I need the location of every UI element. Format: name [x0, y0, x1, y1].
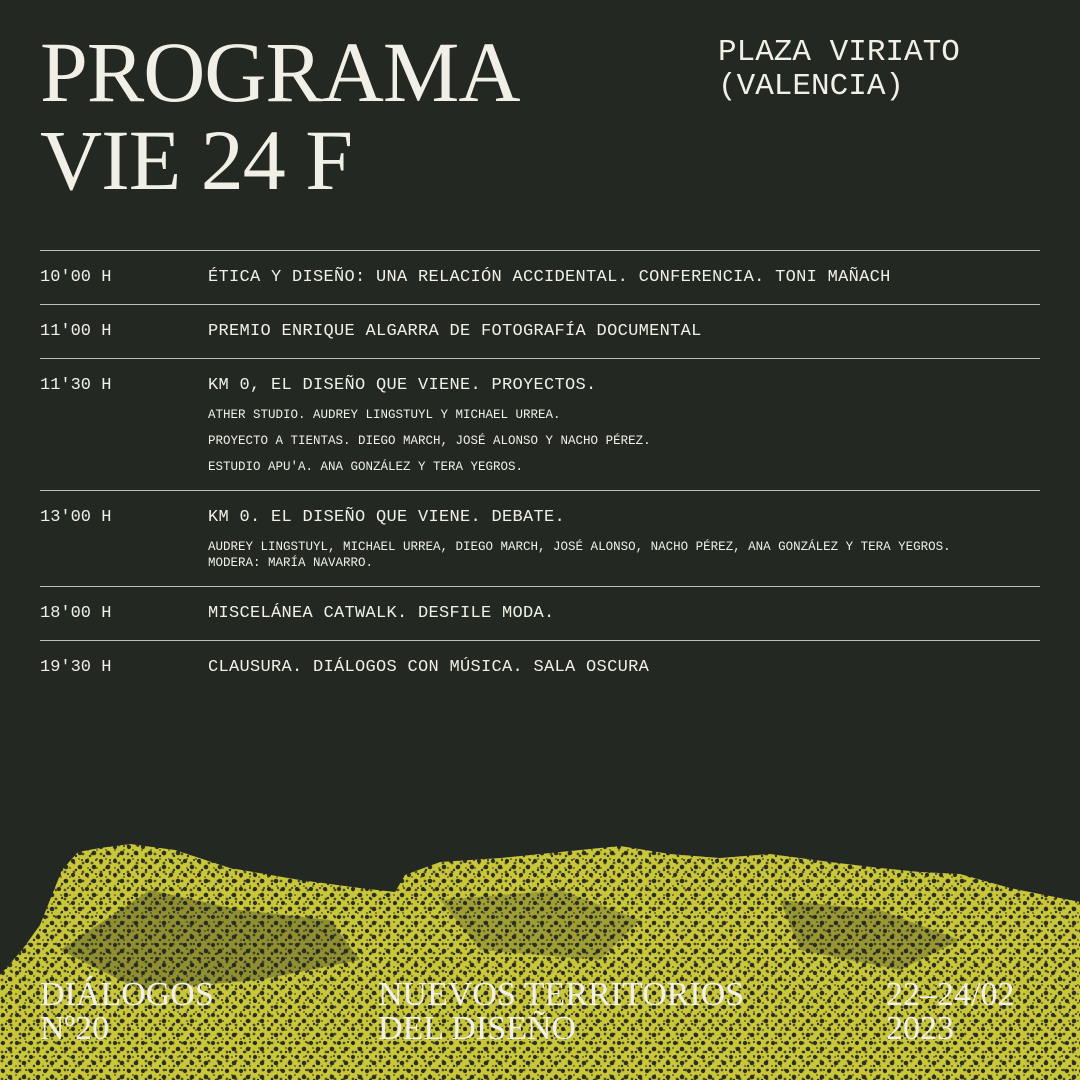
- schedule-row: [40, 587, 1040, 641]
- footer-edition: [40, 978, 214, 1046]
- schedule-content: [208, 657, 1040, 679]
- schedule-time: 19'30 H: [40, 658, 112, 677]
- footer-date-range: 22–24/02: [886, 976, 1015, 1013]
- footer-edition-number: Nº20: [40, 1010, 110, 1047]
- venue: [718, 36, 960, 104]
- footer: [0, 978, 1080, 1058]
- schedule-row: [40, 641, 1040, 694]
- venue-city: (VALENCIA): [718, 69, 905, 104]
- footer-theme-line2: DEL DISEÑO: [378, 1010, 576, 1047]
- footer-theme: [378, 978, 744, 1046]
- title-line-date: VIE 24 F: [40, 112, 353, 208]
- schedule-details: [208, 407, 1040, 475]
- schedule-content: [208, 603, 1040, 625]
- schedule-content: [208, 267, 1040, 289]
- footer-edition-name: DIÁLOGOS: [40, 976, 214, 1013]
- schedule-content: [208, 321, 1040, 343]
- schedule-details: [208, 539, 1040, 571]
- schedule-title: PREMIO ENRIQUE ALGARRA DE FOTOGRAFÍA DOCUMENTAL: [208, 322, 702, 341]
- page-title: [40, 24, 520, 208]
- schedule-content: [208, 375, 1040, 475]
- schedule-title: ÉTICA Y DISEÑO: UNA RELACIÓN ACCIDENTAL. CONFERENCIA. TONI MAÑACH: [208, 268, 891, 287]
- venue-name: PLAZA VIRIATO: [718, 35, 960, 70]
- schedule-time: 13'00 H: [40, 508, 112, 527]
- title-line-programa: PROGRAMA: [40, 24, 520, 120]
- footer-year: 2023: [886, 1010, 954, 1047]
- schedule-row: [40, 305, 1040, 359]
- schedule-detail: AUDREY LINGSTUYL, MICHAEL URREA, DIEGO MARCH, JOSÉ ALONSO, NACHO PÉREZ, ANA GONZÁLEZ Y TERA YEGROS.: [208, 540, 951, 554]
- schedule-row: [40, 359, 1040, 491]
- schedule-time: 11'30 H: [40, 376, 112, 395]
- schedule-detail: PROYECTO A TIENTAS. DIEGO MARCH, JOSÉ ALONSO Y NACHO PÉREZ.: [208, 434, 651, 448]
- schedule-detail: ESTUDIO APU'A. ANA GONZÁLEZ Y TERA YEGROS.: [208, 460, 524, 474]
- footer-theme-line1: NUEVOS TERRITORIOS: [378, 976, 745, 1013]
- schedule-title: CLAUSURA. DIÁLOGOS CON MÚSICA. SALA OSCURA: [208, 658, 650, 677]
- schedule-title: KM 0. EL DISEÑO QUE VIENE. DEBATE.: [208, 508, 566, 527]
- schedule-title: MISCELÁNEA CATWALK. DESFILE MODA.: [208, 604, 555, 623]
- schedule-time: 11'00 H: [40, 322, 112, 341]
- schedule-time: 10'00 H: [40, 268, 112, 287]
- schedule-row: [40, 491, 1040, 587]
- schedule-content: [208, 507, 1040, 571]
- schedule-detail: MODERA: MARÍA NAVARRO.: [208, 556, 374, 570]
- schedule-detail: ATHER STUDIO. AUDREY LINGSTUYL Y MICHAEL URREA.: [208, 408, 561, 422]
- footer-dates: [886, 978, 1014, 1046]
- schedule-time: 18'00 H: [40, 604, 112, 623]
- schedule-list: [40, 250, 1040, 694]
- schedule-title: KM 0, EL DISEÑO QUE VIENE. PROYECTOS.: [208, 376, 597, 395]
- schedule-row: [40, 251, 1040, 305]
